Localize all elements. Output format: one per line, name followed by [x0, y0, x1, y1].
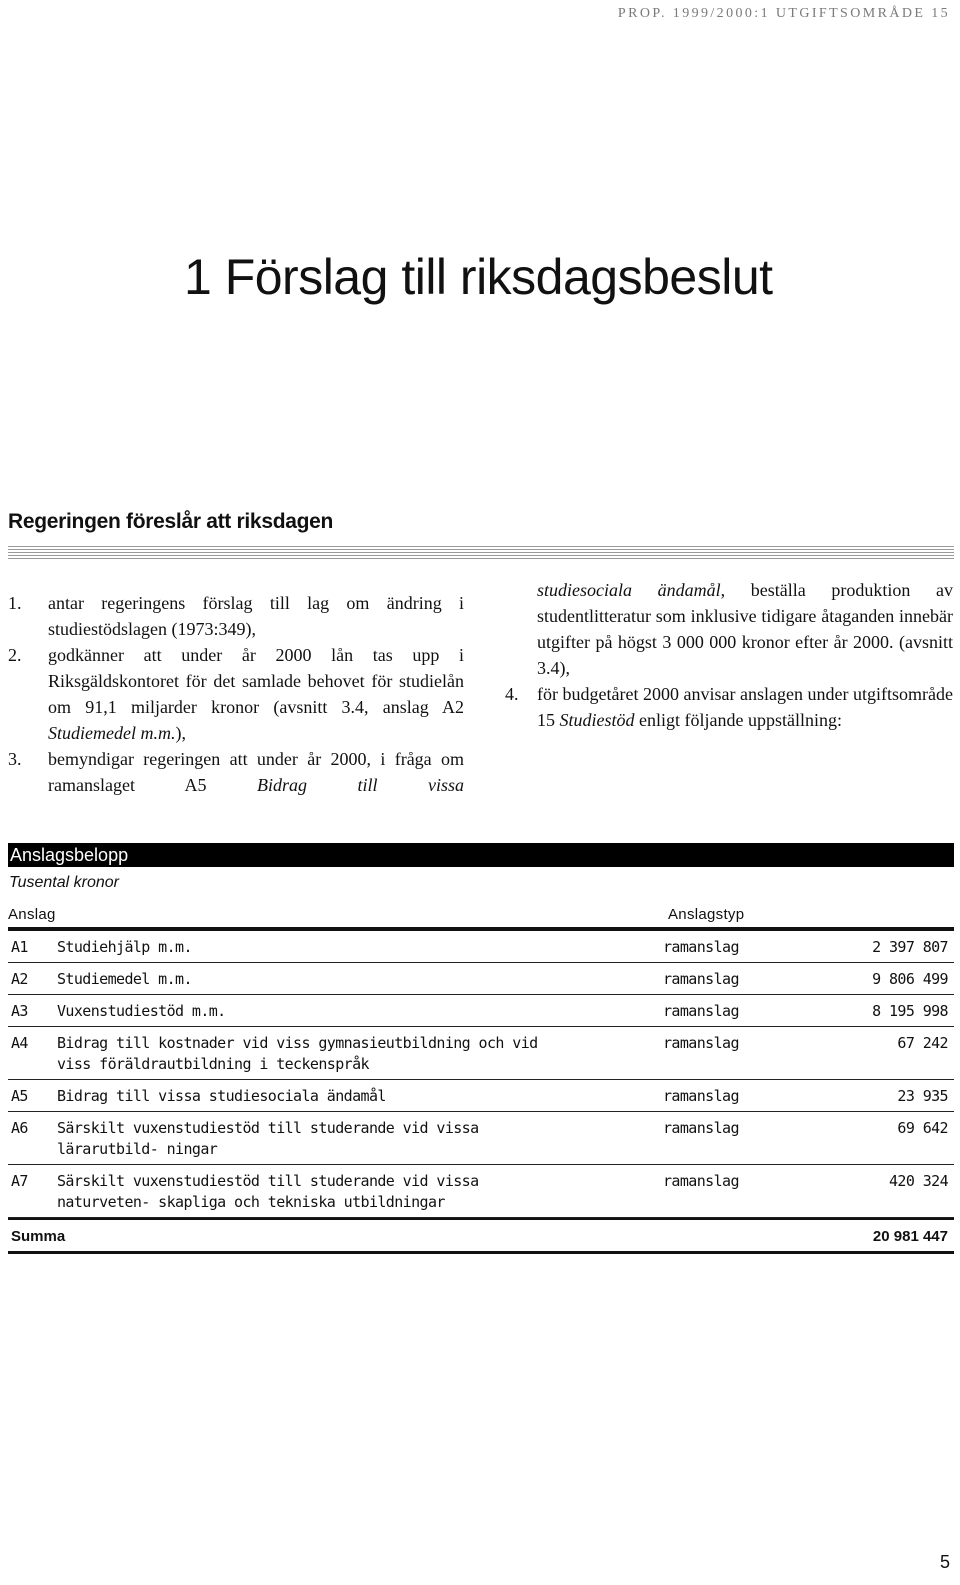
proposal-item-4: [505, 681, 953, 733]
row-amount: 67 242: [897, 1034, 948, 1052]
proposal-item-1: [8, 590, 464, 642]
row-name: Bidrag till vissa studiesociala ändamål: [57, 1087, 386, 1105]
row-amount: 420 324: [888, 1172, 948, 1190]
item-text: bemyndigar regeringen att under år 2000, i fråga om ramanslaget A5: [48, 749, 464, 795]
table-row: [8, 1027, 954, 1080]
left-column: [8, 590, 464, 798]
row-name: Vuxenstudiestöd m.m.: [57, 1002, 226, 1020]
row-name: Särskilt vuxenstudiestöd till studerande vid vissa naturveten- skapliga och tekniska utbildningar: [57, 1172, 479, 1211]
row-code: A6: [11, 1119, 28, 1137]
row-type: ramanslag: [663, 1119, 739, 1137]
column-header-anslagstyp: Anslagstyp: [668, 906, 745, 923]
sum-label: Summa: [11, 1228, 66, 1245]
row-name: Studiehjälp m.m.: [57, 938, 192, 956]
row-type: ramanslag: [663, 1172, 739, 1190]
item-text-tail: enligt följande uppställning:: [634, 710, 842, 730]
item-emphasis: Studiemedel m.m.: [48, 723, 176, 743]
proposal-item-3-continued: [505, 577, 953, 681]
appropriations-table: [8, 843, 954, 1254]
row-amount: 8 195 998: [872, 1002, 948, 1020]
sum-amount: 20 981 447: [872, 1228, 948, 1245]
page-title: 1 Förslag till riksdagsbeslut: [184, 249, 773, 305]
running-header: PROP. 1999/2000:1 UTGIFTSOMRÅDE 15: [617, 6, 950, 21]
table-row: [8, 995, 954, 1027]
row-name: Särskilt vuxenstudiestöd till studerande vid vissa lärarutbild- ningar: [57, 1119, 479, 1158]
row-amount: 69 642: [897, 1119, 948, 1137]
table-row: [8, 1165, 954, 1218]
item-number: 3.: [8, 749, 22, 769]
row-name: Bidrag till kostnader vid viss gymnasieutbildning och vid viss föräldrautbildning i teckenspråk: [57, 1034, 538, 1073]
item-number: 2.: [8, 645, 22, 665]
item-emphasis: Studiestöd: [559, 710, 635, 730]
row-amount: 23 935: [897, 1087, 948, 1105]
page-number: 5: [939, 1552, 950, 1572]
table-row: [8, 1112, 954, 1165]
table-row: [8, 1080, 954, 1112]
table-row: [8, 931, 954, 963]
row-amount: 2 397 807: [872, 938, 948, 956]
proposal-item-2: [8, 642, 464, 746]
row-type: ramanslag: [663, 970, 739, 988]
item-text: för budgetåret 2000 anvisar anslagen under utgiftsområde 15: [537, 684, 953, 730]
table-sum-row: [8, 1218, 954, 1254]
item-text-tail: ),: [175, 723, 186, 743]
row-code: A5: [11, 1087, 28, 1105]
row-code: A1: [11, 938, 28, 956]
heading-rule: [8, 546, 954, 559]
table-unit: Tusental kronor: [9, 874, 119, 891]
row-code: A2: [11, 970, 28, 988]
row-code: A7: [11, 1172, 28, 1190]
section-heading: Regeringen föreslår att riksdagen: [8, 510, 334, 533]
row-code: A4: [11, 1034, 28, 1052]
row-name: Studiemedel m.m.: [57, 970, 192, 988]
item-text: antar regeringens förslag till lag om ändring i studiestödslagen (1973:349),: [48, 593, 464, 639]
item-text: , beställa produktion av studentlitteratur som inklusive tidigare åtaganden innebär utgifter på högst 3 000 000 kronor efter år 2000. (avsnitt 3.4),: [537, 580, 953, 678]
right-column: [505, 577, 953, 733]
table-row: [8, 963, 954, 995]
table-title: Anslagsbelopp: [8, 843, 954, 867]
table-column-headers: [8, 899, 954, 923]
item-number: 4.: [505, 684, 519, 704]
item-text: godkänner att under år 2000 lån tas upp i Riksgäldskontoret för det samlade behovet för studielån om 91,1 miljarder kronor (avsnitt 3.4, anslag A2: [48, 645, 464, 717]
row-type: ramanslag: [663, 1034, 739, 1052]
column-header-anslag: Anslag: [8, 906, 56, 923]
item-emphasis: Bidrag till vissa: [256, 775, 464, 795]
row-type: ramanslag: [663, 1002, 739, 1020]
item-number: 1.: [8, 593, 22, 613]
proposal-item-3: [8, 746, 464, 798]
row-code: A3: [11, 1002, 28, 1020]
row-amount: 9 806 499: [872, 970, 948, 988]
item-emphasis: studiesociala ändamål: [537, 580, 721, 600]
row-type: ramanslag: [663, 1087, 739, 1105]
row-type: ramanslag: [663, 938, 739, 956]
